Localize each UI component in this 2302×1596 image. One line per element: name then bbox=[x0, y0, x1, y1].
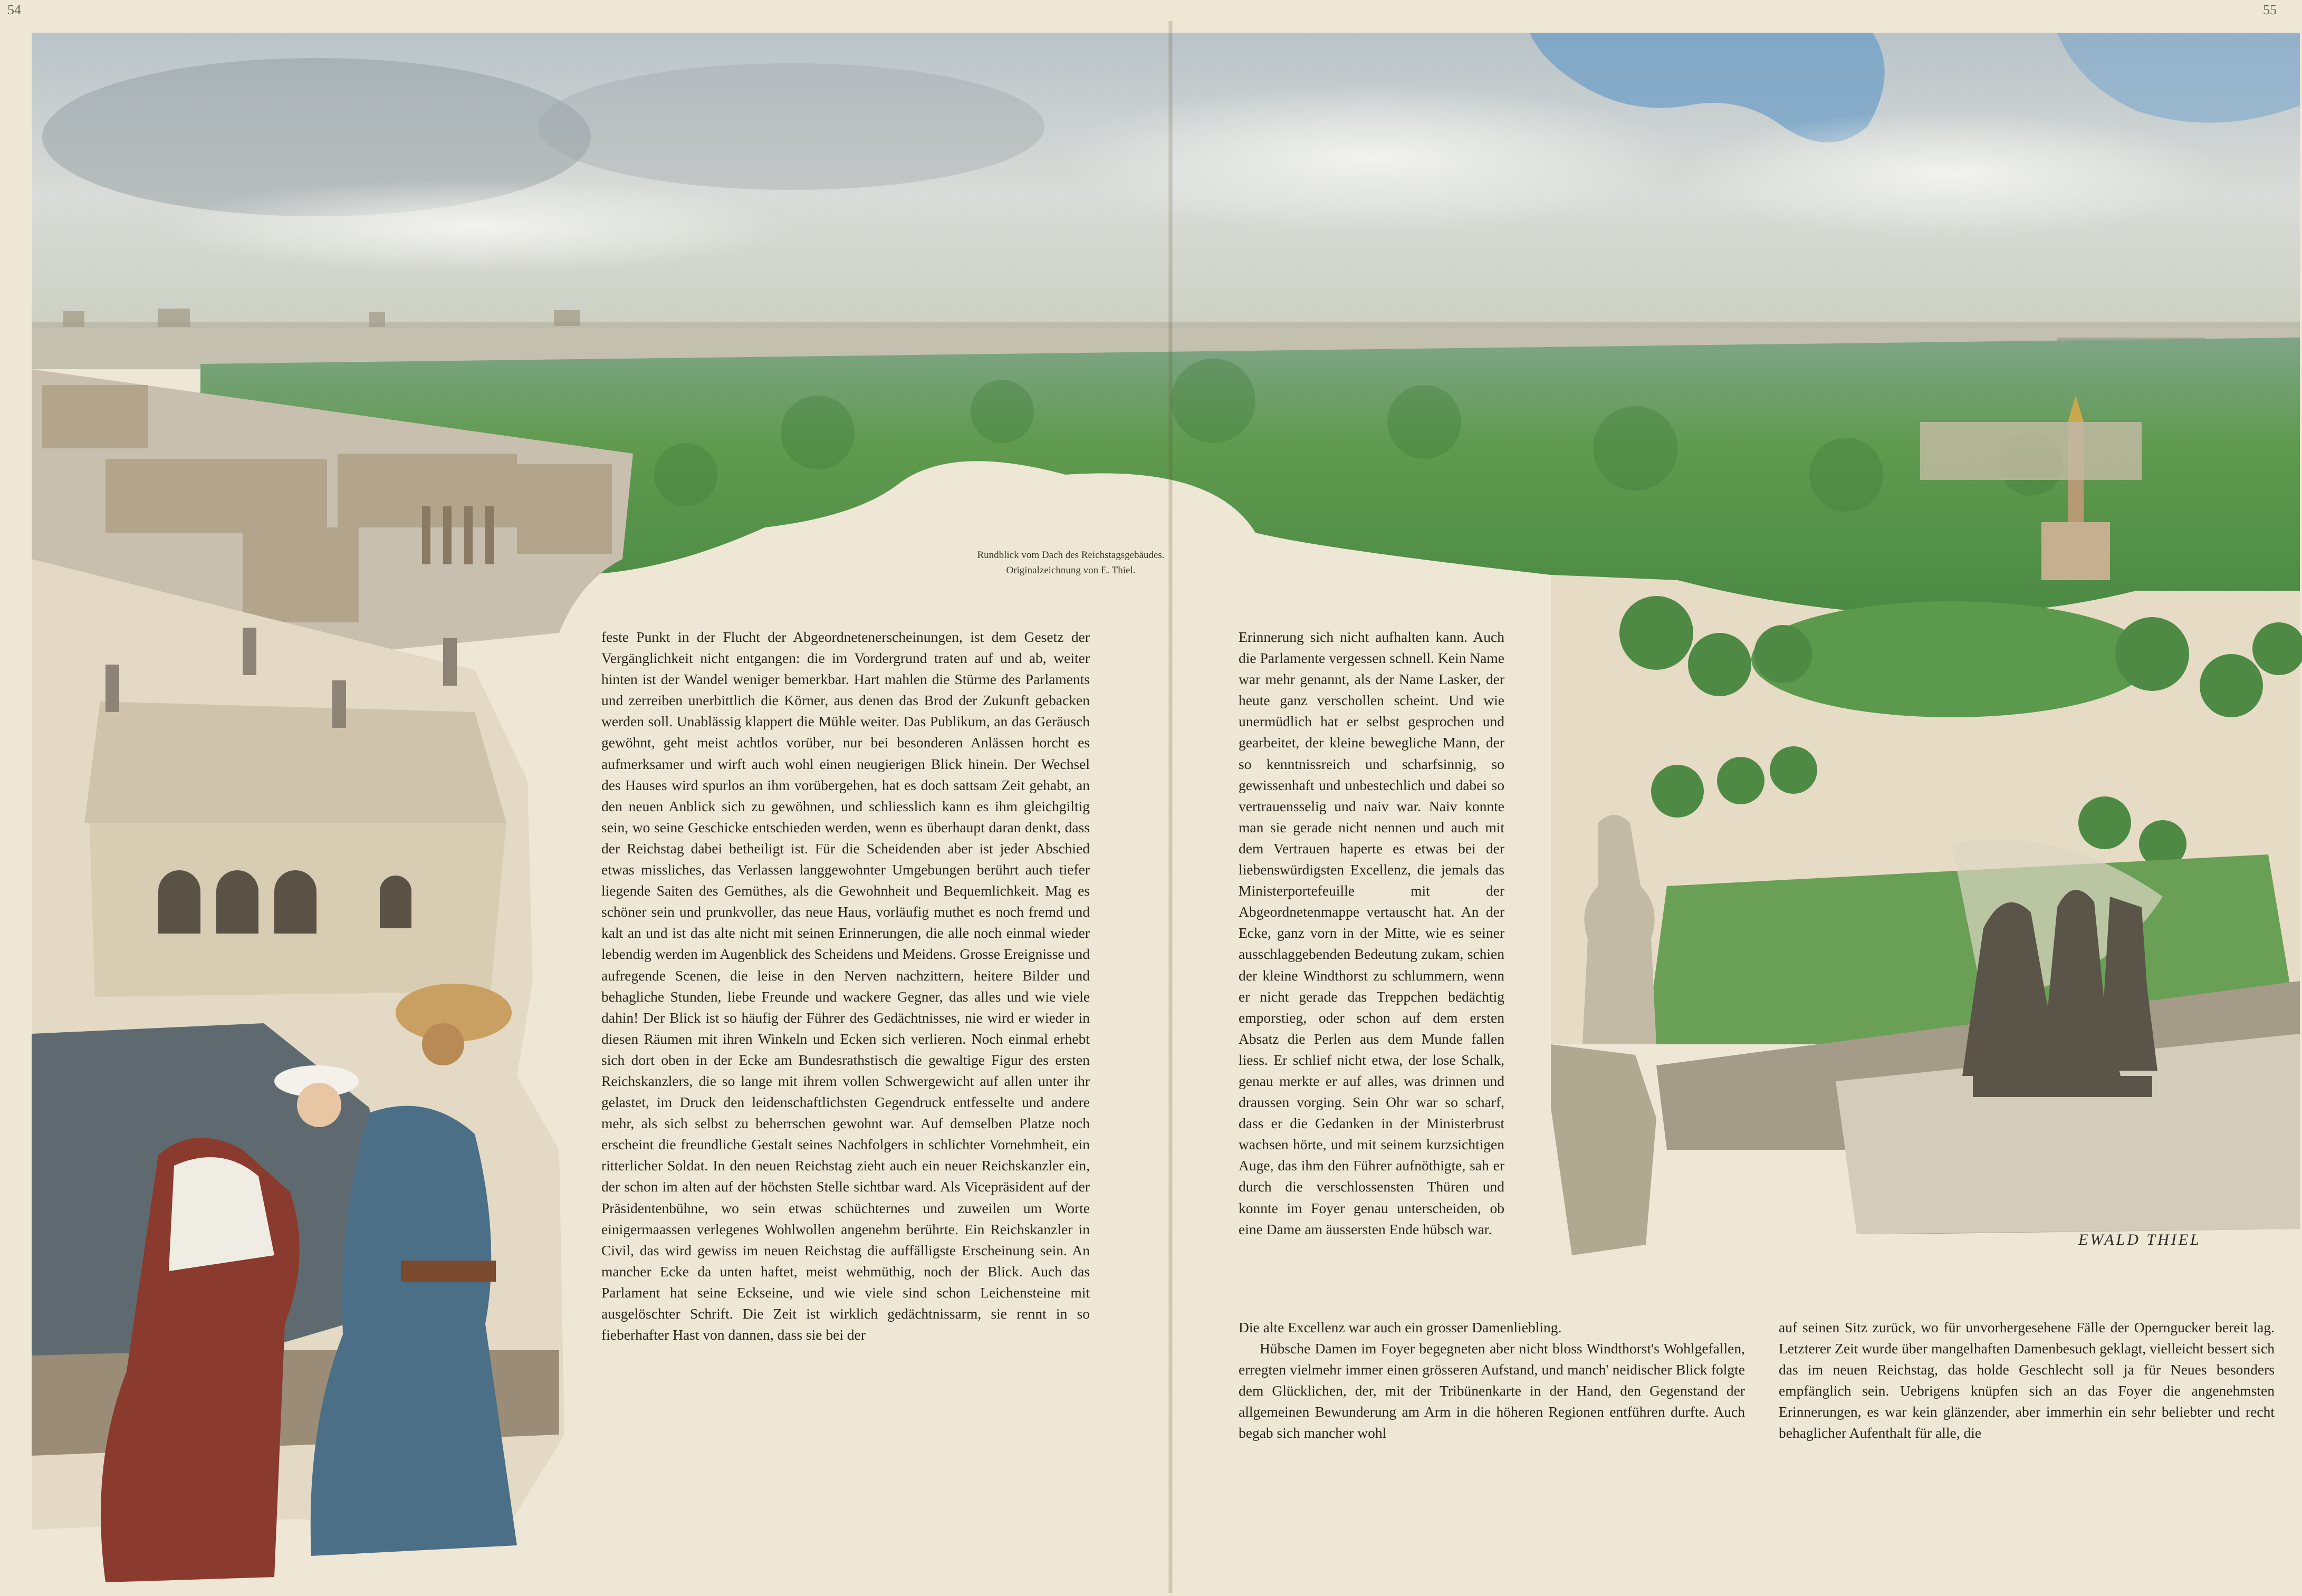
text-column-2 bbox=[1239, 627, 1504, 1240]
caption-credit: Originalzeichnung von E. Thiel. bbox=[1006, 565, 1136, 576]
bronze-statue-group bbox=[1962, 890, 2157, 1097]
page-gutter bbox=[1168, 21, 1173, 1593]
text-column-2-bottom bbox=[1239, 1317, 1745, 1444]
artist-signature: EWALD THIEL bbox=[2078, 1231, 2201, 1248]
text-column-1 bbox=[601, 627, 1090, 1345]
column2-bottom-paragraph: Hübsche Damen im Foyer begegneten aber nicht bloss Windthorst's Wohlgefallen, erregten vielmehr immer einen grösseren Aufstand, und manch' neidischer Blick folgte dem Glücklichen, der, mit der Tribünenkarte in der Hand, den Gegenstand der allgemeinen Bewunderung am Arm in die höheren Regionen entführen durfte. Auch begab sich mancher wohl bbox=[1239, 1340, 1745, 1441]
column1-paragraph: feste Punkt in der Flucht der Abgeordnetenerscheinungen, ist dem Gesetz der Vergänglichkeit nicht entgangen: die im Vordergrund traten auf und ab, weiter hinten ist der Wandel weniger bemerkbar. Hart mahlen die Stürme des Parlaments und zerreiben unerbittlich die Körner, aus denen das Brod der Zukunft gebacken werden soll. Unablässig klappert die Mühle weiter. Das Publikum, an das Geräusch gewöhnt, geht meist achtlos vorüber, nur bei besonderen Anlässen horcht es aufmerksamer und wirft auch wohl einen neugierigen Blick hinein. Der Wechsel des Hauses wird spurlos an ihm vorübergehen, hat es doch sattsam Zeit gehabt, an den neuen Anblick sich zu gewöhnen, und schliesslich kann es ihm gleichgiltig sein, wo seine Geschicke entschieden werden, wenn es überhaupt daran denkt, dass der Reichstag dabei betheiligt ist. Für die Scheidenden aber ist jeder Abschied etwas missliches, das Verlassen langgewohnter Umgebungen berührt auch tiefer liegende Saiten des Gemüthes, als die Gewohnheit und Bequemlichkeit. Mag es schöner sein und prunkvoller, das neue Haus, vorläufig muthet es noch fremd und kalt an und ist das alte nicht mit seinen Erinnerungen, die alle noch einmal wieder lebendig werden im Augenblick des Scheidens und Meidens. Grosse Ereignisse und aufregende Scenen, die leise in den Nerven nachzittern, heitere Bilder und behagliche Stunden, liebe Freunde und wackere Gegner, das alles und wie viele dahin! Der Blick ist so häufig der Führer des Gedächtnisses, nie wird er wieder in diesen Räumen mit ihren Winkeln und Ecken sich verlieren. Noch einmal erhebt sich dort oben in der Ecke am Bundesrathstisch die gewaltige Figur des ersten Reichskanzlers, die so lange mit ihrem vollen Schwergewicht auf allen unter ihr gelastet, im Druck den leidenschaftlichsten Gegendruck entfesselte und andere mehr, als sich selbst zu beherrschen gewohnt war. Auf demselben Platze noch erscheint die freundliche Gestalt seines Nachfolgers in schlichter Vornehmheit, ein ritterlicher Soldat. In den neuen Reichstag zieht auch ein neuer Reichskanzler ein, der schon im alten auf der höchsten Stelle sichtbar ward. Als Vicepräsident auf der Präsidentenbühne, wo sein etwas schüchternes und zuweilen um Worte einigermaassen verlegenes Wohlwollen angenehm berührte. Ein Reichskanzler in Civil, das wird gewiss im neuen Reichstag die auffälligste Erscheinung sein. An mancher Ecke da unten haftet, meist wehmüthig, noch der Blick. Auch das Parlament hat seine Eckseine, und wie viele sind schon Leichensteine mit ausgelöschter Schrift. Die Zeit ist wirklich gedächtnissarm, sie rennt in so fieberhafter Hast von dannen, dass sie bei der bbox=[601, 629, 1090, 1343]
caption-title: Rundblick vom Dach des Reichstagsgebäudes. bbox=[977, 550, 1165, 561]
page-number-right: 55 bbox=[2263, 2, 2277, 17]
ornamental-urn bbox=[1551, 1044, 1656, 1255]
page-number-left: 54 bbox=[7, 2, 21, 17]
illustration-caption bbox=[934, 547, 1208, 578]
text-column-3-bottom bbox=[1779, 1317, 2275, 1444]
column2-bottom-line: Die alte Excellenz war auch ein grosser Damenliebling. bbox=[1239, 1319, 1562, 1335]
column3-bottom-paragraph: auf seinen Sitz zurück, wo für unvorhergesehene Fälle der Operngucker bereit lag. Letzterer Zeit wurde über mangelhaften Damenbesuch geklagt, vielleicht bessert sich das im neuen Reichstag, das holde Geschlecht soll ja für Neues besonders empfänglich sein. Uebrigens knüpfen sich an das Foyer die angenehmsten Erinnerungen, es war kein glänzender, aber immerhin ein sehr beliebter und recht behaglicher Aufenthalt für alle, die bbox=[1779, 1319, 2275, 1441]
column2-paragraph: Erinnerung sich nicht aufhalten kann. Auch die Parlamente vergessen schnell. Kein Name war mehr genannt, als der Name Lasker, der heute ganz verschollen scheint. Und wie unermüdlich hat er selbst gesprochen und gearbeitet, der kleine bewegliche Mann, der so kenntnissreich und scharfsinnig, so gewissenhaft und unbestechlich und dabei so vertrauensselig und naiv war. Naiv konnte man sie gerade nicht nennen und auch mit dem Vertrauen haperte es etwas bei der liebenswürdigsten Excellenz, die jemals das Ministerportefeuille mit der Abgeordnetenmappe vertauscht hat. An der Ecke, ganz vorn in der Mitte, wie es seiner ausschlaggebenden Bedeutung zukam, schien der kleine Windthorst zu schlummern, wenn er nicht gerade das Treppchen bedächtig emporstieg, oder schon auf dem ersten Absatz die Perlen aus dem Munde fallen liess. Er schlief nicht etwa, der lose Schalk, genau merkte er auf alles, was drinnen und draussen vorging. Sein Ohr war so scharf, dass er die Gedanken in der Ministerbrust wachsen hörte, und mit seinem kurzsichtigen Auge, das ihm den Führer aufnöthigte, sah er durch die verschlossensten Thüren und konnte im Foyer genau unterscheiden, ob eine Dame am äussersten Ende hübsch war. bbox=[1239, 629, 1504, 1237]
